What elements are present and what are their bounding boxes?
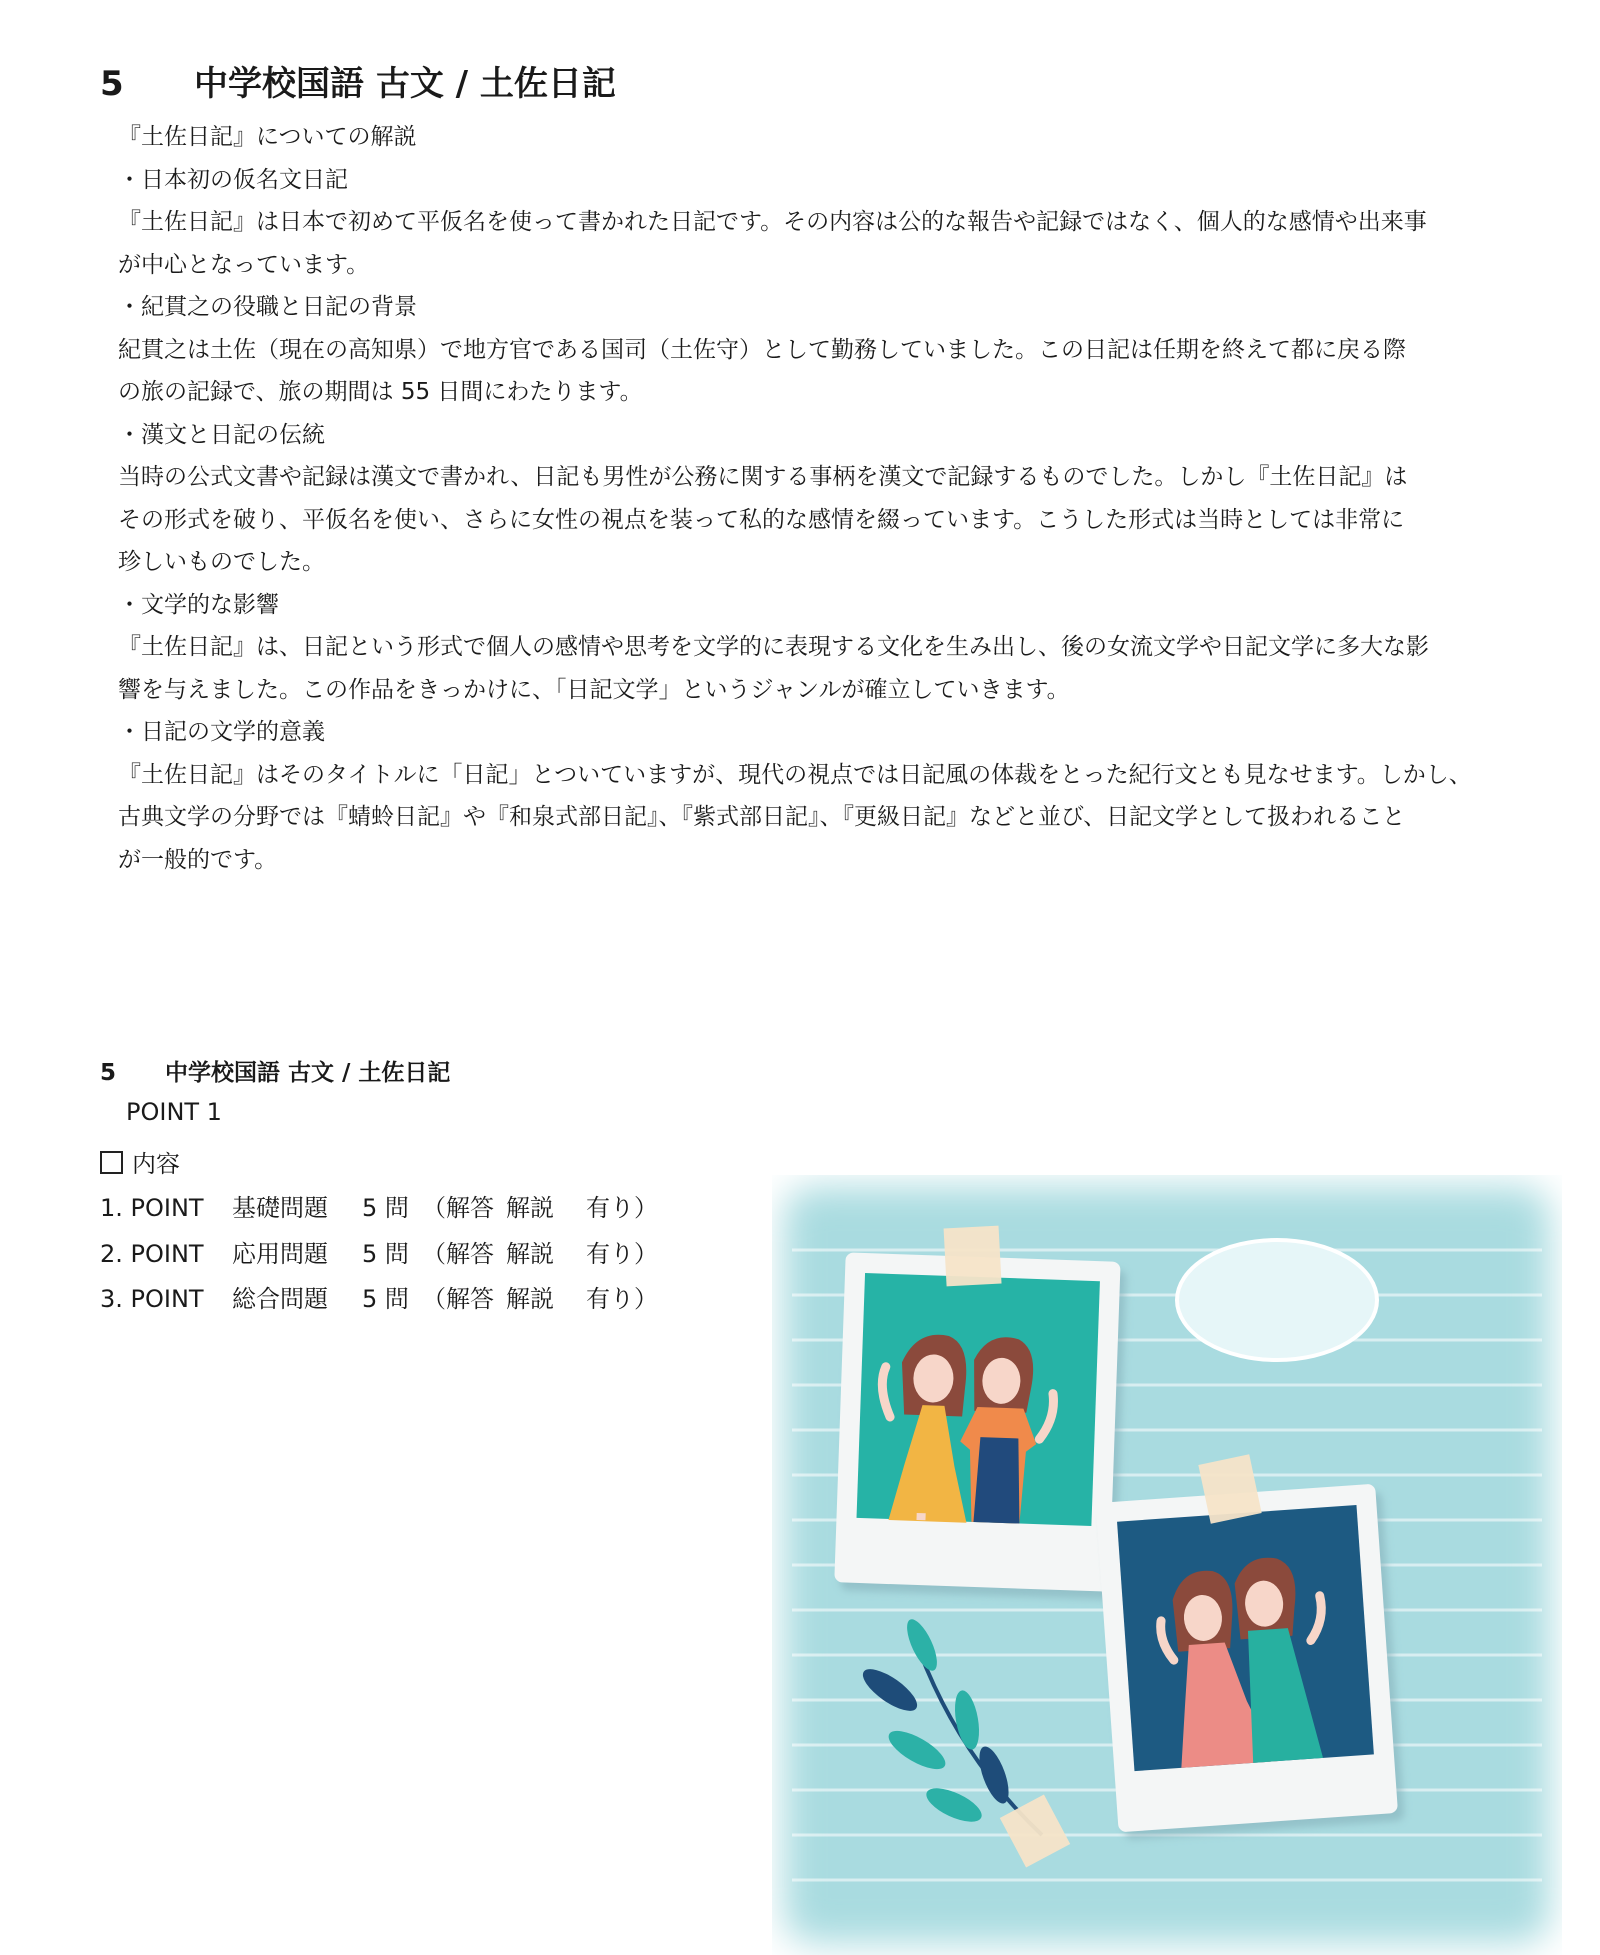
point-label: POINT 1 bbox=[126, 1098, 222, 1126]
list-item bbox=[100, 1277, 658, 1323]
tape-1 bbox=[944, 1226, 1002, 1287]
problem-note: 有り） bbox=[586, 1239, 658, 1268]
problem-list bbox=[100, 1186, 658, 1323]
problem-note: （解答 bbox=[422, 1285, 494, 1313]
body-line: ・文学的な影響 bbox=[118, 591, 279, 618]
section-heading bbox=[100, 1054, 450, 1087]
explanation-body bbox=[118, 116, 1518, 881]
problem-count: 5 問 bbox=[362, 1194, 409, 1222]
list-item bbox=[100, 1232, 658, 1278]
problem-number: 2. POINT bbox=[100, 1239, 204, 1268]
list-item bbox=[100, 1186, 658, 1232]
body-line: 『土佐日記』は、日記という形式で個人の感情や思考を文学的に表現する文化を生み出し、後の女流文学や日記文学に多大な影 bbox=[118, 634, 1429, 660]
problem-number: 3. POINT bbox=[100, 1285, 204, 1313]
body-line: 響を与えました。この作品をきっかけに、「日記文学」というジャンルが確立していきます。 bbox=[118, 676, 1070, 703]
problem-note: 解説 bbox=[506, 1285, 554, 1313]
heading-title: 中学校国語 古文 / 土佐日記 bbox=[194, 64, 616, 104]
body-line: 『土佐日記』はそのタイトルに「日記」とついていますが、現代の視点では日記風の体裁をとった紀行文とも見なせます。しかし、 bbox=[118, 761, 1472, 788]
problem-type: 応用問題 bbox=[232, 1239, 328, 1268]
section-title: 中学校国語 古文 / 土佐日記 bbox=[165, 1060, 451, 1086]
body-line: ・日本初の仮名文日記 bbox=[118, 166, 348, 193]
heading-number: 5 bbox=[100, 64, 124, 104]
body-line: 古典文学の分野では『蜻蛉日記』や『和泉式部日記』、『紫式部日記』、『更級日記』などと並び、日記文学として扱われること bbox=[118, 804, 1406, 830]
body-line: 紀貫之は土佐（現在の高知県）で地方官である国司（土佐守）として勤務していました。この日記は任期を終えて都に戻る際 bbox=[118, 336, 1406, 363]
body-line: 当時の公式文書や記録は漢文で書かれ、日記も男性が公務に関する事柄を漢文で記録するものでした。しかし『土佐日記』は bbox=[118, 464, 1408, 490]
body-line: の旅の記録で、旅の期間は 55 日間にわたります。 bbox=[118, 379, 643, 405]
section-number: 5 bbox=[100, 1060, 117, 1086]
problem-type: 基礎問題 bbox=[232, 1194, 328, 1222]
content-label bbox=[100, 1144, 180, 1179]
problem-type: 総合問題 bbox=[232, 1285, 328, 1313]
body-line: 珍しいものでした。 bbox=[118, 549, 325, 575]
body-line: 『土佐日記』についての解説 bbox=[118, 124, 417, 150]
problem-note: （解答 bbox=[422, 1194, 494, 1222]
body-line: 『土佐日記』は日本で初めて平仮名を使って書かれた日記です。その内容は公的な報告や記録ではなく、個人的な感情や出来事 bbox=[118, 209, 1427, 235]
polaroid-1 bbox=[834, 1252, 1127, 1600]
body-line: が一般的です。 bbox=[118, 846, 278, 873]
body-line: が中心となっています。 bbox=[118, 251, 370, 278]
body-line: その形式を破り、平仮名を使い、さらに女性の視点を装って私的な感情を綴っています。こうした形式は当時としては非常に bbox=[118, 506, 1405, 533]
problem-note: （解答 bbox=[422, 1239, 494, 1268]
polaroid-2 bbox=[1096, 1483, 1405, 1840]
problem-count: 5 問 bbox=[362, 1285, 409, 1313]
body-line: ・漢文と日記の伝統 bbox=[118, 421, 325, 448]
speech-bubble bbox=[1177, 1240, 1377, 1360]
page-heading bbox=[100, 56, 616, 105]
problem-number: 1. POINT bbox=[100, 1194, 204, 1222]
problem-note: 解説 bbox=[506, 1239, 554, 1268]
checkbox-icon bbox=[100, 1151, 123, 1174]
body-line: ・紀貫之の役職と日記の背景 bbox=[118, 294, 417, 320]
problem-note: 有り） bbox=[586, 1194, 658, 1222]
body-line: ・日記の文学的意義 bbox=[118, 719, 325, 745]
problem-note: 解説 bbox=[506, 1194, 554, 1222]
polaroid-illustration bbox=[772, 1175, 1562, 1955]
content-label-text: 内容 bbox=[132, 1150, 180, 1178]
problem-count: 5 問 bbox=[362, 1239, 409, 1268]
problem-note: 有り） bbox=[586, 1285, 658, 1313]
